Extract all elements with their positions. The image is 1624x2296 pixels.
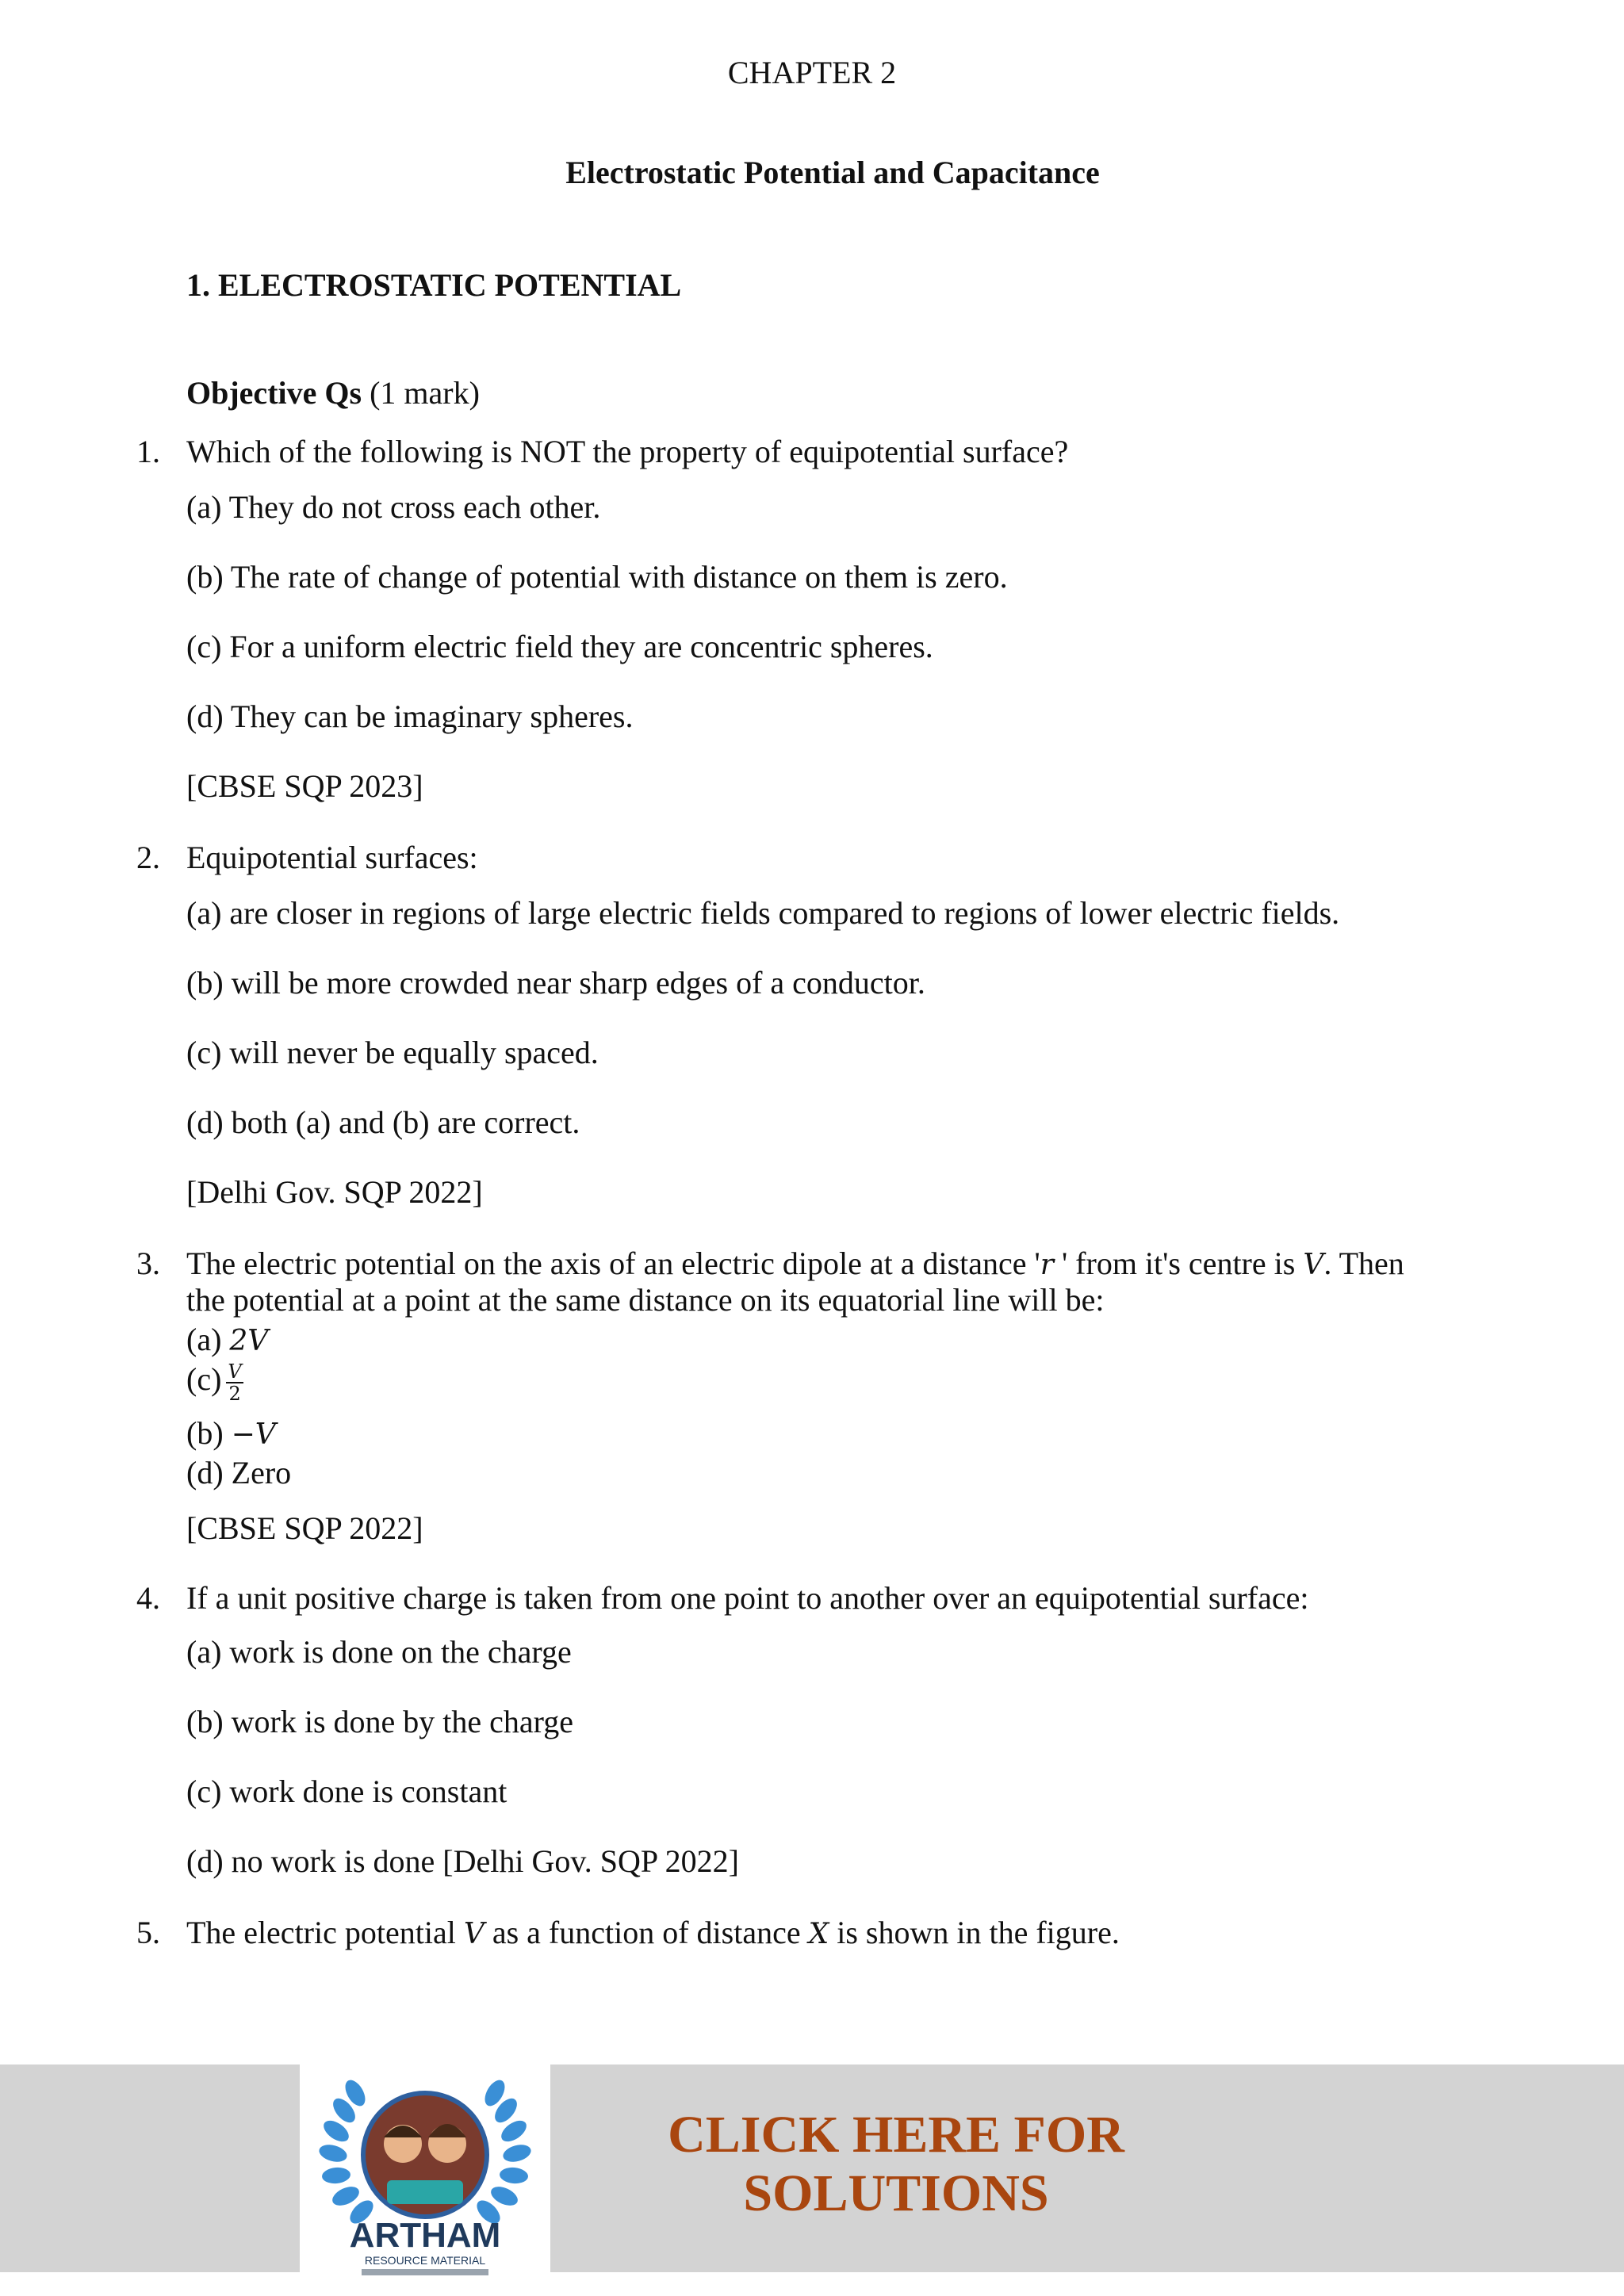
artham-logo[interactable] xyxy=(300,2061,550,2277)
option: (b) The rate of change of potential with distance on them is zero. xyxy=(186,559,1008,595)
question-number: 4. xyxy=(136,1580,160,1616)
question-text-line2: the potential at a point at the same distance on its equatorial line will be: xyxy=(186,1282,1105,1318)
question-source: [Delhi Gov. SQP 2022] xyxy=(186,1174,483,1210)
option: (a) are closer in regions of large electric fields compared to regions of lower electric fields. xyxy=(186,895,1340,931)
option: (d) They can be imaginary spheres. xyxy=(186,698,634,734)
option: (c) work done is constant xyxy=(186,1774,508,1809)
question-text xyxy=(186,1914,1120,1951)
math-2v: 2V xyxy=(229,1325,269,1357)
objective-label: Objective Qs xyxy=(186,375,362,411)
fraction-denominator: 2 xyxy=(228,1382,241,1405)
question-source: [CBSE SQP 2022] xyxy=(186,1510,423,1546)
option: (d) no work is done [Delhi Gov. SQP 2022] xyxy=(186,1843,739,1879)
question-number: 3. xyxy=(136,1246,160,1281)
question-text-part: . Then xyxy=(1323,1246,1404,1281)
question-text-part: ' from it's centre is xyxy=(1053,1246,1296,1281)
logo-wordmark: ARTHAM xyxy=(349,2216,501,2255)
option-label: (c) xyxy=(186,1361,222,1397)
click-for-solutions-link[interactable] xyxy=(619,2106,1174,2223)
question-text-part: The electric potential xyxy=(186,1915,456,1950)
option: (b) work is done by the charge xyxy=(186,1704,574,1739)
option xyxy=(186,1321,268,1358)
question-number: 1. xyxy=(136,434,160,469)
option: (d) both (a) and (b) are correct. xyxy=(186,1104,580,1140)
question-source: [CBSE SQP 2023] xyxy=(186,768,423,804)
chapter-title: Electrostatic Potential and Capacitance xyxy=(565,155,1100,190)
option: (a) They do not cross each other. xyxy=(186,489,601,525)
option: (a) work is done on the charge xyxy=(186,1634,572,1670)
option-label: (a) xyxy=(186,1322,222,1357)
math-v: V xyxy=(463,1918,485,1950)
question-text-part: is shown in the figure. xyxy=(837,1915,1120,1950)
option: (d) Zero xyxy=(186,1455,292,1490)
option: (c) will never be equally spaced. xyxy=(186,1035,599,1070)
math-r: r xyxy=(1040,1249,1054,1281)
math-neg-v: −V xyxy=(231,1418,276,1451)
option xyxy=(186,1414,276,1452)
question-text: If a unit positive charge is taken from one point to another over an equipotential surface: xyxy=(186,1580,1309,1616)
laurel-logo-icon xyxy=(300,2061,550,2277)
cta-line-2[interactable]: SOLUTIONS xyxy=(743,2164,1049,2222)
section-heading: 1. ELECTROSTATIC POTENTIAL xyxy=(186,267,682,303)
fraction-numerator: V xyxy=(228,1360,242,1383)
option: (c) For a uniform electric field they are concentric spheres. xyxy=(186,629,933,664)
option xyxy=(186,1360,243,1404)
question-number: 5. xyxy=(136,1915,160,1950)
chapter-label: CHAPTER 2 xyxy=(727,55,897,90)
question-text: Equipotential surfaces: xyxy=(186,840,478,875)
question-number: 2. xyxy=(136,840,160,875)
question-text xyxy=(186,1245,1404,1282)
logo-subtitle: RESOURCE MATERIAL xyxy=(364,2254,486,2267)
math-x: X xyxy=(808,1918,829,1950)
question-text-part: The electric potential on the axis of an electric dipole at a distance ' xyxy=(186,1246,1040,1281)
cta-line-1[interactable]: CLICK HERE FOR xyxy=(668,2106,1124,2164)
option: (b) will be more crowded near sharp edges of a conductor. xyxy=(186,965,925,1001)
option-label: (b) xyxy=(186,1415,224,1451)
question-text-part: as a function of distance xyxy=(492,1915,801,1950)
question-text: Which of the following is NOT the property of equipotential surface? xyxy=(186,434,1069,469)
objective-marks: (1 mark) xyxy=(370,375,480,411)
math-v: V xyxy=(1303,1249,1324,1281)
fraction-v-over-2 xyxy=(226,1361,243,1404)
objective-heading xyxy=(186,374,480,411)
